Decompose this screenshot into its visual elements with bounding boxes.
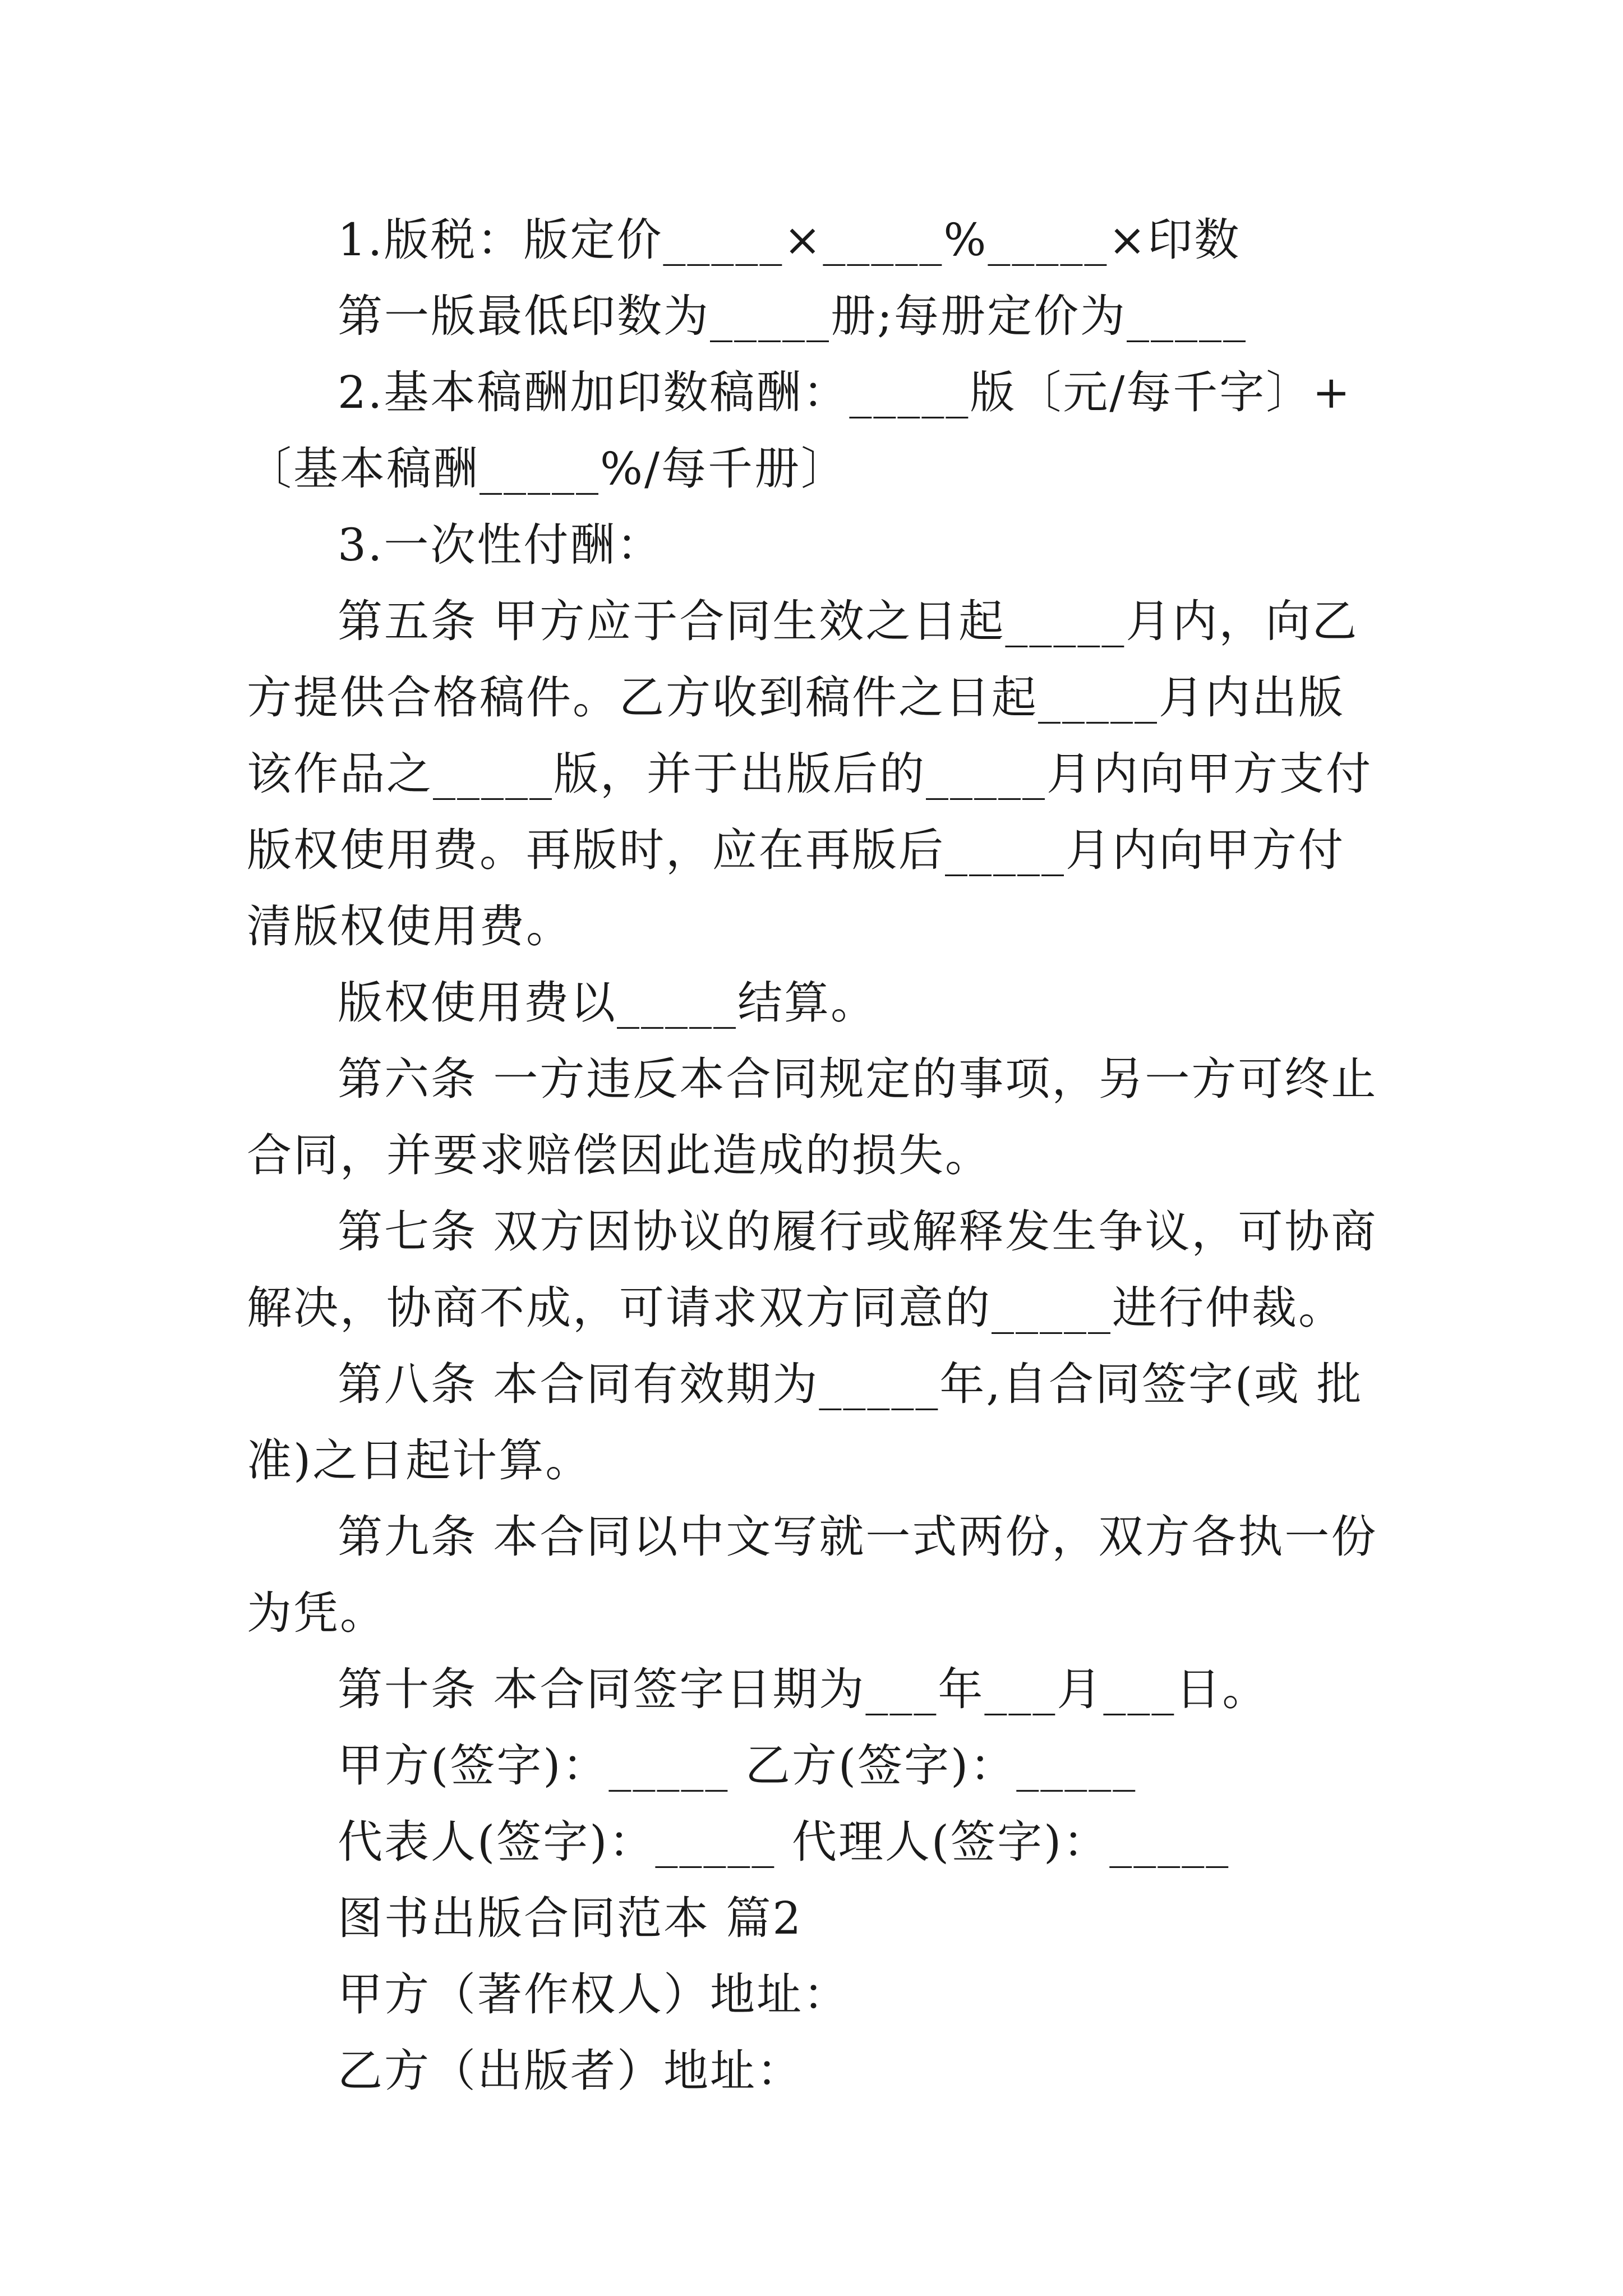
paragraph-article-6: 第六条 一方违反本合同规定的事项，另一方可终止合同，并要求赔偿因此造成的损失。 — [247, 1053, 1378, 1181]
paragraph-article-7: 第七条 双方因协议的履行或解释发生争议，可协商解决，协商不成，可请求双方同意的_____进行仲裁。 — [247, 1205, 1378, 1334]
paragraph-party-a: 甲方（著作权人）地址： — [338, 1968, 850, 2021]
paragraph-sign-parties: 甲方(签字)：_____ 乙方(签字)：_____ — [338, 1740, 1137, 1792]
paragraph-royalty-rate: 1.版税：版定价_____×_____%_____×印数 — [338, 214, 1241, 266]
document-page — [247, 202, 1385, 2109]
paragraph-basic-fee: 2.基本稿酬加印数稿酬：_____版〔元/每千字〕+〔基本稿酬_____%/每千册〕 — [247, 366, 1352, 495]
paragraph-one-time: 3.一次性付酬： — [338, 519, 663, 571]
paragraph-article-8: 第八条 本合同有效期为_____年,自合同签字(或 批准)之日起计算。 — [247, 1358, 1363, 1487]
section-title: 图书出版合同范本 篇2 — [338, 1892, 803, 1944]
paragraph-article-9: 第九条 本合同以中文写就一式两份，双方各执一份为凭。 — [247, 1511, 1378, 1639]
paragraph-article-10: 第十条 本合同签字日期为___年___月___日。 — [338, 1663, 1269, 1715]
paragraph-sign-agents: 代表人(签字)：_____ 代理人(签字)：_____ — [338, 1816, 1230, 1868]
paragraph-article-5: 第五条 甲方应于合同生效之日起_____月内，向乙方提供合格稿件。乙方收到稿件之日起_____月内出版该作品之_____版，并于出版后的_____月内向甲方支付版权使用费。再版时，应在再版后_____月内向甲方付清版权使用费。 — [247, 595, 1372, 953]
paragraph-settlement: 版权使用费以_____结算。 — [338, 977, 877, 1029]
paragraph-party-b: 乙方（出版者）地址： — [338, 2045, 803, 2097]
paragraph-first-print: 第一版最低印数为_____册;每册定价为_____ — [338, 290, 1247, 342]
